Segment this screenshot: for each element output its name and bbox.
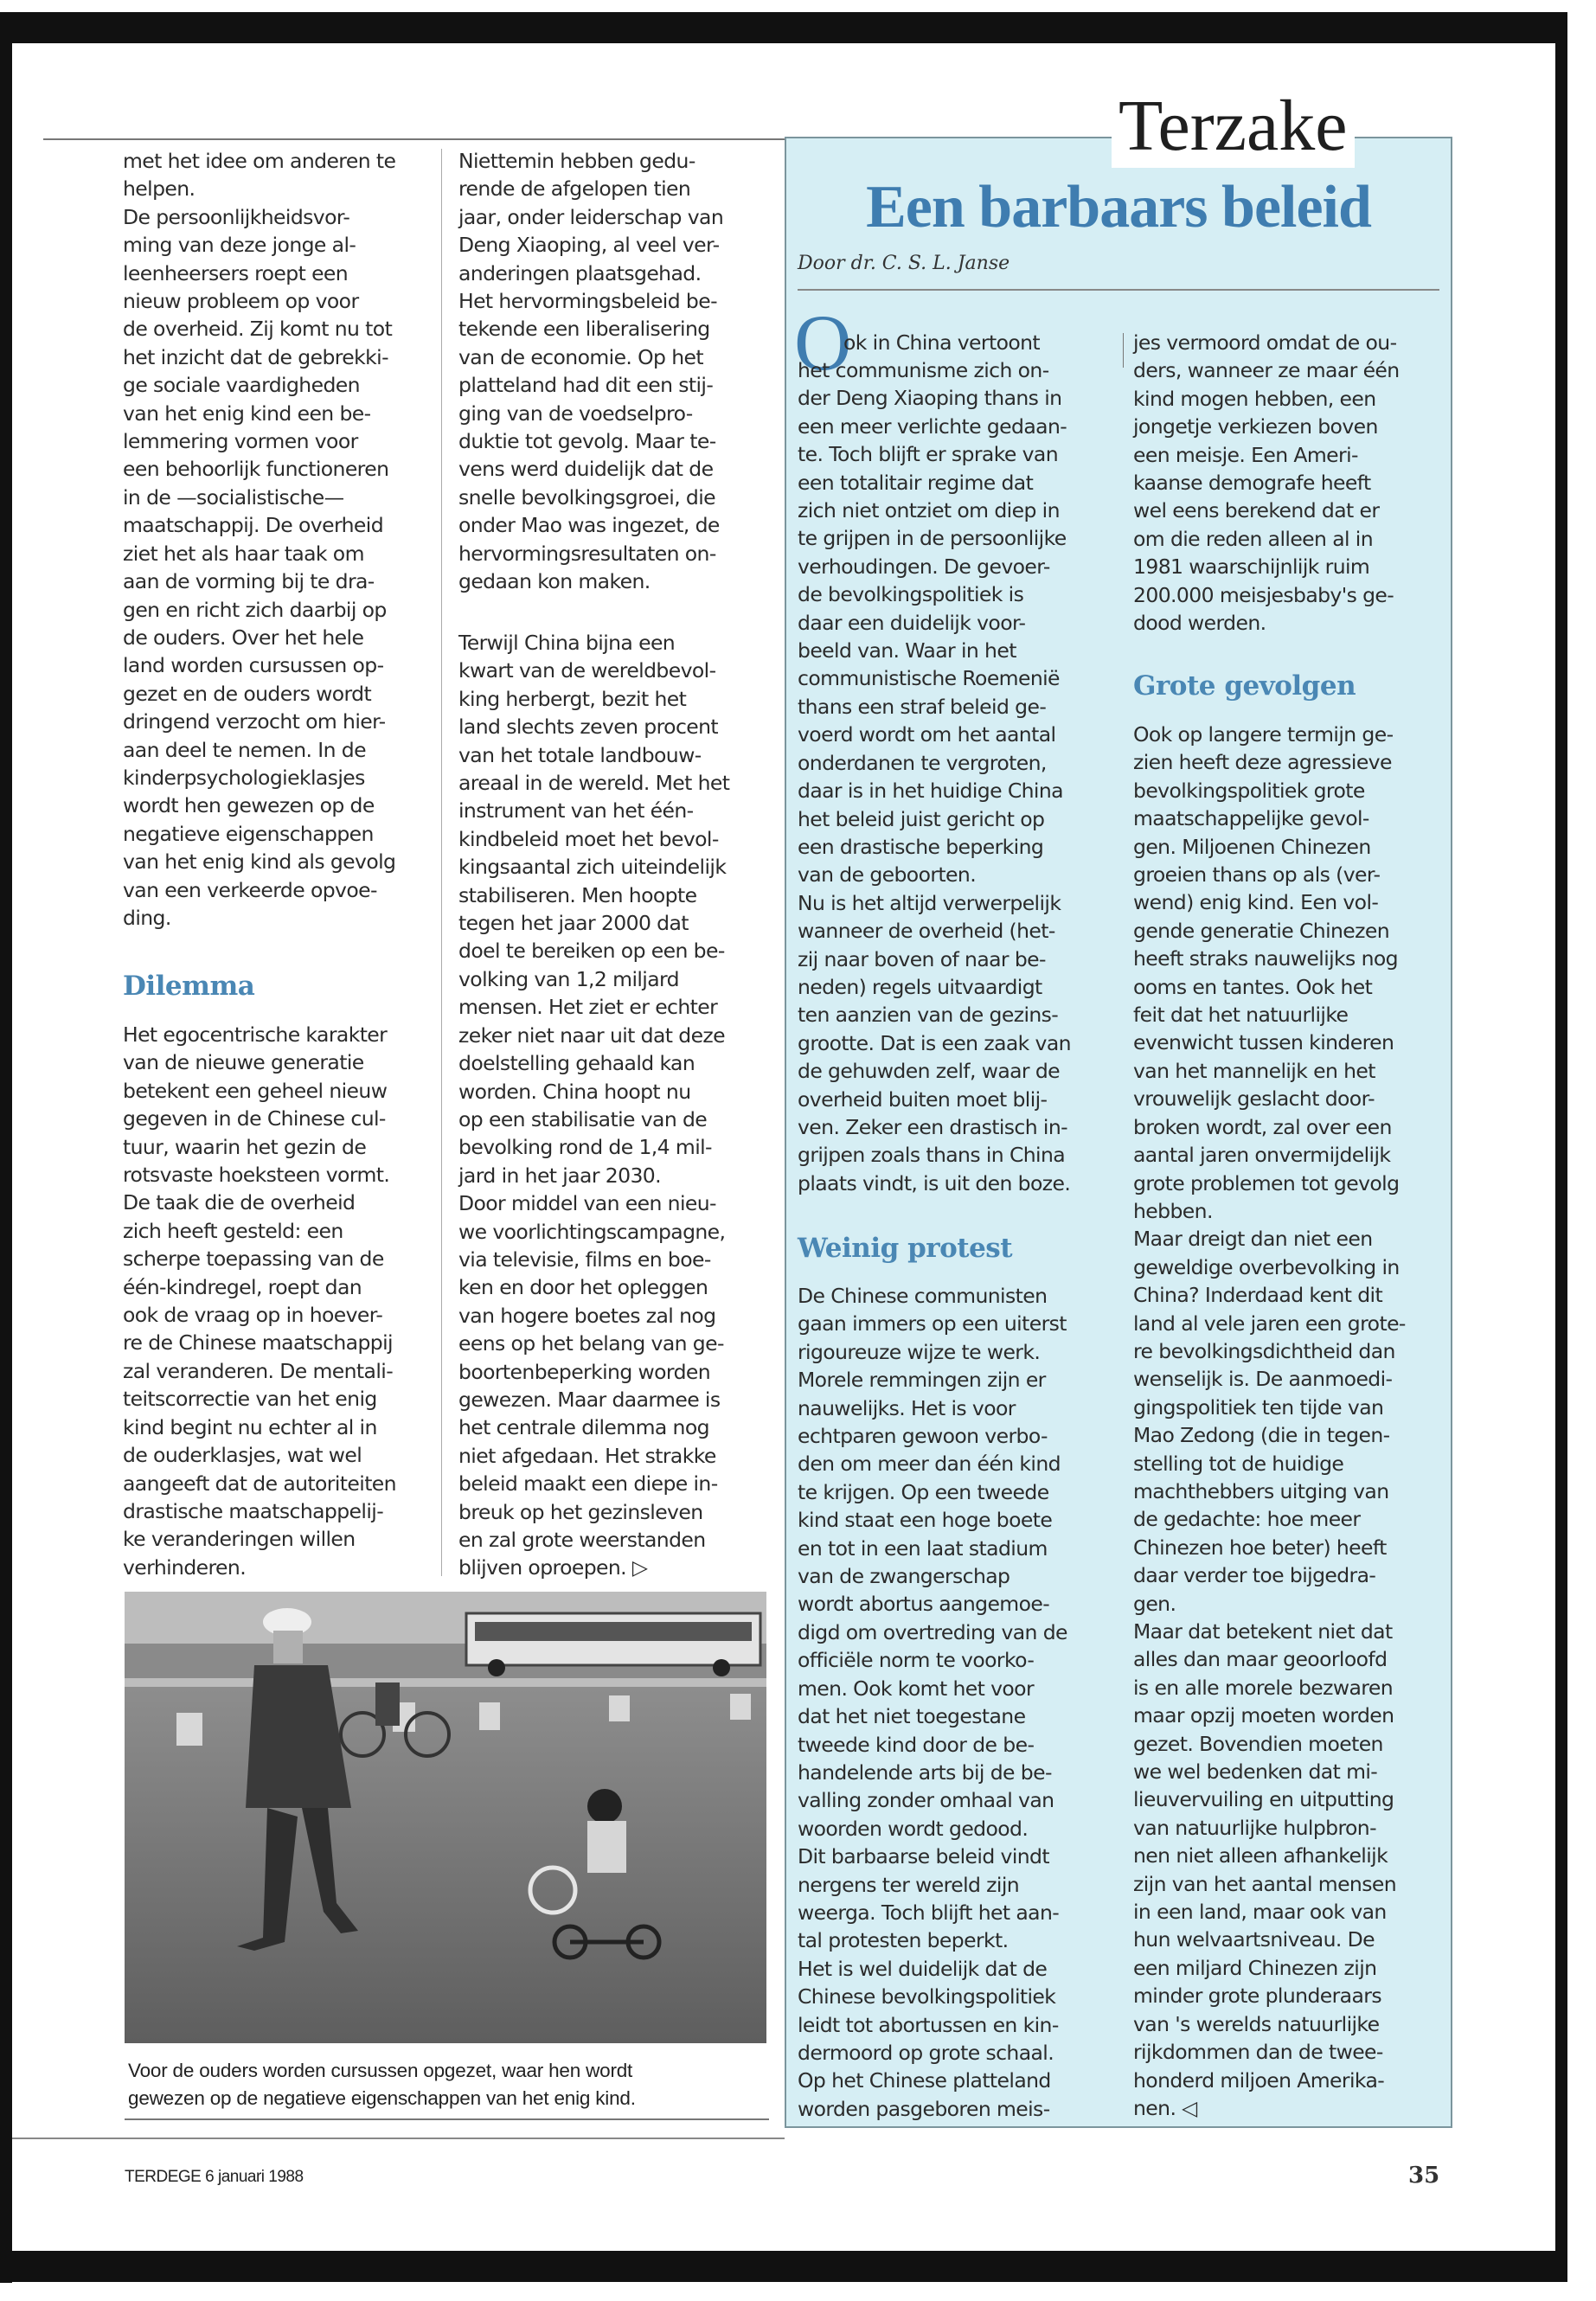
photo-caption: Voor de ouders worden cursussen opgezet, waar hen wordt gewezen op de negatieve eigenschappen van het enig kind.: [128, 2060, 636, 2109]
scan-border-bottom: [0, 2251, 1567, 2282]
box-column-2-paragraph-2: Ook op langere termijn ge- zien heeft deze agressieve bevolkingspolitiek grote maatschappelijke gevol- gen. Miljoenen Chinezen groeien thans op als (ver- wend) enig kind. Een vol- gende generatie Chinezen heeft straks nauwelijks nog ooms en tantes. Ook het feit dat het natuurlijke evenwicht tussen kinderen van het mannelijk en het vrouwelijk geslacht door- broken wordt, zal over een aantal jaren onvermijdelijk grote problemen tot gevolg hebben. Maar dreigt dan niet een geweldige overbevolking in China? Inderdaad kent dit land al vele jaren een grote- re bevolkingsdichtheid dan wenselijk is. De aanmoedi- gingspolitiek ten tijde van Mao Zedong (die in tegen- stelling tot de huidige machthebbers uitging van de gedachte: hoe meer Chinezen hoe beter) heeft daar verder toe bijgedra- gen. Maar dat betekent niet dat alles dan maar geoorloofd is en alle morele bezwaren maar opzij moeten worden gezet. Bovendien moeten we wel bedenken dat mi- lieuvervuiling en uitputting van natuurlijke hulpbron- nen niet alleen afhankelijk zijn van het aantal mensen in een land, maar ook van hun welvaartsniveau. De een miljard Chinezen zijn minder grote plunderaars van 's werelds natuurlijke rijkdommen dan de twee- honderd miljoen Amerika- nen. ◁: [1133, 722, 1406, 2120]
column-2-paragraph-2: Terwijl China bijna een kwart van de wereldbevol- king herbergt, bezit het land slechts zeven procent van het totale landbouw- areaal in de wereld. Met het instrument van het één- kindbeleid moet het bevol- kingsaantal zich uiteindelijk stabiliseren. Men hoopte tegen het jaar 2000 dat doel te bereiken op een be- volking van 1,2 miljard mensen. Het ziet er echter zeker niet naar uit dat deze doelstelling gehaald kan worden. China hoopt nu op een stabilisatie van de bevolking rond de 1,4 mil- jard in het jaar 2030. Door middel van een nieu- we voorlichtingscampagne, via televisie, films en boe- ken en door het opleggen van hogere boetes zal nog eens op het belang van ge- boortenbeperking worden gewezen. Maar daarmee is het centrale dilemma nog niet afgedaan. Het strakke beleid maakt een diepe in- breuk op het gezinsleven en zal grote weerstanden blijven oproepen. ▷: [458, 631, 730, 1580]
scan-border-right: [1555, 12, 1567, 2270]
box-column-1-first-line: ok in China vertoont: [843, 330, 1041, 355]
byline-rule: [798, 289, 1439, 291]
subheading-grote-gevolgen: Grote gevolgen: [1133, 670, 1356, 702]
box-column-1-paragraph-2: De Chinese communisten gaan immers op een uiterst rigoureuze wijze te werk. Morele remmingen zijn er nauwelijks. Het is voor echtparen gewoon verbo- den om meer dan één kind te krijgen. Op een tweede kind staat een hoge boete en tot in een laat stadium van de zwangerschap wordt abortus aangemoe- digd om overtreding van de officiële norm te voorko- men. Ook komt het voor dat het niet toegestane tweede kind door de be- handelende arts bij de be- valling zonder omhaal van woorden wordt gedood. Dit barbaarse beleid vindt nergens ter wereld zijn weerga. Toch blijft het aan- tal protesten beperkt. Het is wel duidelijk dat de Chinese bevolkingspolitiek leidt tot abortussen en kin- dermoord op grote schaal. Op het Chinese platteland worden pasgeboren meis-: [798, 1284, 1067, 2121]
bottom-rule: [12, 2138, 785, 2139]
scan-border-top: [0, 12, 1567, 43]
box-column-divider: [1123, 333, 1124, 368]
photo-man-and-child-on-tricycle: [125, 1592, 766, 2043]
section-title: Terzake: [1112, 85, 1355, 168]
column-1-paragraph-2: Het egocentrische karakter van de nieuwe generatie betekent een geheel nieuw gegeven in de Chinese cul- tuur, waarin het gezin de rotsvaste hoeksteen vormt. De taak die de overheid zich heeft gesteld: een scherpe toepassing van de één-kindregel, roept dan ook de vraag op in hoever- re de Chinese maatschappij zal veranderen. De mentali- teitscorrectie van het enig kind begint nu echter al in de ouderklasjes, wat wel aangeeft dat de autoriteiten drastische maatschappelij- ke veranderingen willen verhinderen.: [123, 1022, 396, 1580]
photo-image: [125, 1592, 766, 2043]
scan-border-left: [0, 12, 12, 2283]
subheading-weinig-protest: Weinig protest: [798, 1233, 1013, 1264]
footer-publication: TERDEGE 6 januari 1988: [125, 2168, 304, 2186]
page-number: 35: [1408, 2163, 1440, 2189]
column-1-paragraph-1: met het idee om anderen te helpen. De persoonlijkheidsvor- ming van deze jonge al- leenheersers roept een nieuw probleem op voor de overheid. Zij komt nu tot het inzicht dat de gebrekki- ge sociale vaardigheden van het enig kind een be- lemmering vormen voor een behoorlijk functioneren in de —socialistische— maatschappij. De overheid ziet het als haar taak om aan de vorming bij te dra- gen en richt zich daarbij op de ouders. Over het hele land worden cursussen op- gezet en de ouders wordt dringend verzocht om hier- aan deel te nemen. In de kinderpsychologieklasjes wordt hen gewezen op de negatieve eigenschappen van het enig kind als gevolg van een verkeerde opvoe- ding.: [123, 149, 396, 930]
caption-rule: [125, 2118, 769, 2120]
top-rule: [43, 138, 785, 140]
column-divider: [441, 149, 442, 1576]
box-column-2-paragraph-1: jes vermoord omdat de ou- ders, wanneer ze maar één kind mogen hebben, een jongetje verkiezen boven een meisje. Een Ameri- kaanse demografe heeft wel eens berekend dat er om die reden alleen al in 1981 waarschijnlijk ruim 200.000 meisjesbaby's ge- dood werden.: [1133, 330, 1400, 636]
box-column-1-paragraph-1: het communisme zich on- der Deng Xiaoping thans in een meer verlichte gedaan- te. Toch blijft er sprake van een totalitair regime dat zich niet ontziet om diep in te grijpen in de persoonlijke verhoudingen. De gevoer- de bevolkingspolitiek is daar een duidelijk voor- beeld van. Waar in het communistische Roemenië thans een straf beleid ge- voerd wordt om het aantal onderdanen te vergroten, daar is in het huidige China het beleid juist gericht op een drastische beperking van de geboorten. Nu is het altijd verwerpelijk wanneer de overheid (het- zij naar boven of naar be- neden) regels uitvaardigt ten aanzien van de gezins- grootte. Dat is een zaak van de gehuwden zelf, waar de overheid buiten moet blij- ven. Zeker een drastisch in- grijpen zoals thans in China plaats vindt, is uit den boze.: [798, 358, 1071, 1195]
article-title: Een barbaars beleid: [866, 174, 1371, 240]
drop-cap: O: [794, 298, 852, 387]
subheading-dilemma: Dilemma: [123, 971, 255, 1002]
column-2-paragraph-1: Niettemin hebben gedu- rende de afgelopen tien jaar, onder leiderschap van Deng Xiaoping, al veel ver- anderingen plaatsgehad. Het hervormingsbeleid be- tekende een liberalisering van de economie. Op het platteland had dit een stij- ging van de voedselpro- duktie tot gevolg. Maar te- vens werd duidelijk dat de snelle bevolkingsgroei, die onder Mao was ingezet, de hervormingsresultaten on- gedaan kon maken.: [458, 149, 724, 594]
byline: Door dr. C. S. L. Janse: [798, 253, 1010, 274]
